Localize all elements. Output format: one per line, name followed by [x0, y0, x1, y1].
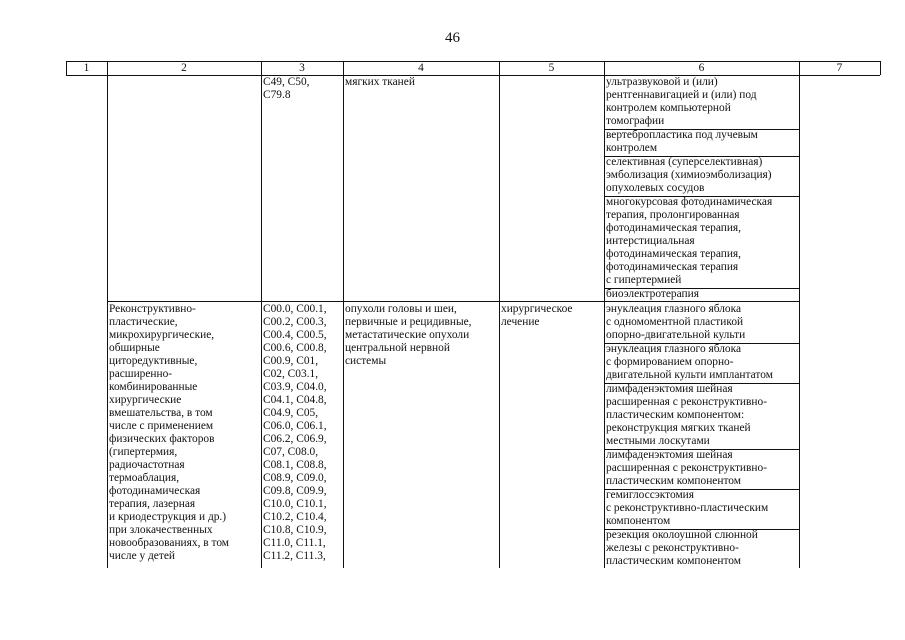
row2-method: расширенная с реконструктивно- [606, 462, 767, 474]
row2-intervention: фотодинамическая [109, 485, 201, 497]
column-header: 6 [698, 62, 705, 74]
column-divider [107, 61, 108, 568]
row2-intervention: пластические, [109, 316, 178, 328]
column-divider [261, 61, 262, 568]
row1-method: контролем [606, 142, 658, 154]
row2-code: C00.4, C00.5, [263, 329, 327, 341]
row2-method: реконструкция мягких тканей [606, 422, 751, 434]
row2-code: C07, C08.0, [263, 446, 319, 458]
row2-code: C04.9, C05, [263, 407, 319, 419]
row2-code: C00.2, C00.3, [263, 316, 327, 328]
row2-condition: системы [345, 355, 387, 367]
row1-method: фотодинамическая терапия, [606, 222, 742, 234]
row2-condition: метастатические опухоли [345, 329, 470, 341]
row2-method: энуклеация глазного яблока [606, 303, 742, 315]
column-divider [66, 61, 67, 75]
row2-code: C00.6, C00.8, [263, 342, 327, 354]
row2-method: энуклеация глазного яблока [606, 343, 742, 355]
column-header: 3 [299, 62, 305, 74]
row2-intervention: числе у детей [109, 550, 175, 562]
row2-method: пластическим компонентом [606, 555, 741, 567]
row2-method: местными лоскутами [606, 435, 710, 447]
row2-method: лимфаденэктомия шейная [606, 383, 733, 395]
row2-method: компонентом [606, 515, 671, 527]
column-header: 2 [181, 62, 187, 74]
row2-condition: центральной нервной [345, 342, 450, 354]
row2-method: расширенная с реконструктивно- [606, 396, 767, 408]
row2-intervention: радиочастотная [109, 459, 185, 471]
row2-code: C11.2, C11.3, [263, 550, 326, 562]
row2-intervention: обширные [109, 342, 160, 354]
row2-intervention: комбинированные [109, 381, 198, 393]
row2-intervention: вмешательства, в том [109, 407, 213, 419]
row2-intervention: расширенно- [109, 368, 173, 380]
page-number: 46 [445, 30, 460, 46]
row2-code: C04.1, C04.8, [263, 394, 327, 406]
row2-method: лимфаденэктомия шейная [606, 449, 733, 461]
row2-intervention: числе с применением [109, 420, 214, 432]
row2-intervention: новообразованиях, в том [109, 537, 230, 549]
column-header: 1 [83, 62, 90, 74]
row1-method: фотодинамическая терапия, [606, 248, 742, 260]
column-divider [880, 61, 881, 75]
row2-treatment: лечение [501, 316, 540, 328]
row2-code: C08.9, C09.0, [263, 472, 327, 484]
row2-intervention: и криодеструкция и др.) [109, 511, 227, 523]
row2-method: резекция околоушной слюнной [606, 529, 758, 541]
row1-condition: мягких тканей [345, 76, 415, 88]
row2-method: двигательной культи имплантатом [606, 369, 773, 381]
row2-intervention: Реконструктивно- [109, 303, 196, 315]
row2-code: C00.0, C00.1, [263, 303, 327, 315]
row2-code: C10.8, C10.9, [263, 524, 327, 536]
row2-intervention: физических факторов [109, 433, 215, 445]
row2-code: C08.1, C08.8, [263, 459, 327, 471]
row1-method: многокурсовая фотодинамическая [606, 196, 773, 208]
row2-intervention: при злокачественных [109, 524, 213, 536]
row2-intervention: терапия, лазерная [109, 498, 196, 510]
row2-treatment: хирургическое [501, 303, 573, 315]
row2-code: C06.0, C06.1, [263, 420, 327, 432]
row1-method: рентгеннавигацией и (или) под [606, 89, 757, 101]
table-top-border [66, 61, 880, 62]
row1-method: с гипертермией [606, 274, 682, 286]
row2-intervention: хирургические [109, 394, 182, 406]
column-divider [799, 61, 800, 568]
row2-code: C11.0, C11.1, [263, 537, 326, 549]
row1-code: C49, C50, [263, 76, 310, 88]
row2-method: пластическим компонентом [606, 475, 741, 487]
column-divider [604, 61, 605, 568]
row1-method: томографии [606, 115, 665, 127]
row1-code: C79.8 [263, 89, 291, 101]
row2-condition: опухоли головы и шеи, [345, 303, 457, 315]
row2-code: C09.8, C09.9, [263, 485, 327, 497]
row1-method: контролем компьютерной [606, 102, 731, 114]
row2-method: пластическим компонентом: [606, 409, 745, 421]
row2-intervention: микрохирургические, [109, 329, 215, 341]
row1-method: фотодинамическая терапия [606, 261, 739, 273]
column-header: 4 [418, 62, 424, 74]
header-bottom-border [66, 75, 880, 76]
row1-method: ультразвуковой и (или) [606, 76, 718, 88]
row1-method: терапия, пролонгированная [606, 209, 740, 221]
row-divider [107, 301, 799, 302]
row2-method: с одномоментной пластикой [606, 316, 744, 328]
column-header: 7 [836, 62, 843, 74]
row2-method: с формированием опорно- [606, 356, 734, 368]
column-header: 5 [548, 62, 555, 74]
row2-intervention: циторедуктивные, [109, 355, 198, 367]
row2-method: опорно-двигательной культи [606, 329, 746, 341]
row2-method: железы с реконструктивно- [606, 542, 739, 554]
row2-code: C03.9, C04.0, [263, 381, 327, 393]
row2-code: C00.9, C01, [263, 355, 319, 367]
row2-method: с реконструктивно-пластическим [606, 502, 769, 514]
row1-method: вертебропластика под лучевым [606, 129, 758, 141]
row1-method: интерстициальная [606, 235, 695, 247]
row2-code: C06.2, C06.9, [263, 433, 327, 445]
row1-method: эмболизация (химиоэмболизация) [606, 169, 772, 181]
row1-method: селективная (суперселективная) [606, 156, 763, 168]
column-divider [499, 61, 500, 568]
row2-method: гемиглоссэктомия [606, 489, 695, 501]
row2-intervention: (гипертермия, [109, 446, 178, 458]
row1-method: биоэлектротерапия [606, 288, 699, 300]
row2-code: C10.0, C10.1, [263, 498, 327, 510]
row2-code: C10.2, C10.4, [263, 511, 327, 523]
row2-intervention: термоаблация, [109, 472, 180, 484]
row1-method: опухолевых сосудов [606, 182, 705, 194]
row2-condition: первичные и рецидивные, [345, 316, 472, 328]
row2-code: C02, C03.1, [263, 368, 319, 380]
column-divider [343, 61, 344, 568]
